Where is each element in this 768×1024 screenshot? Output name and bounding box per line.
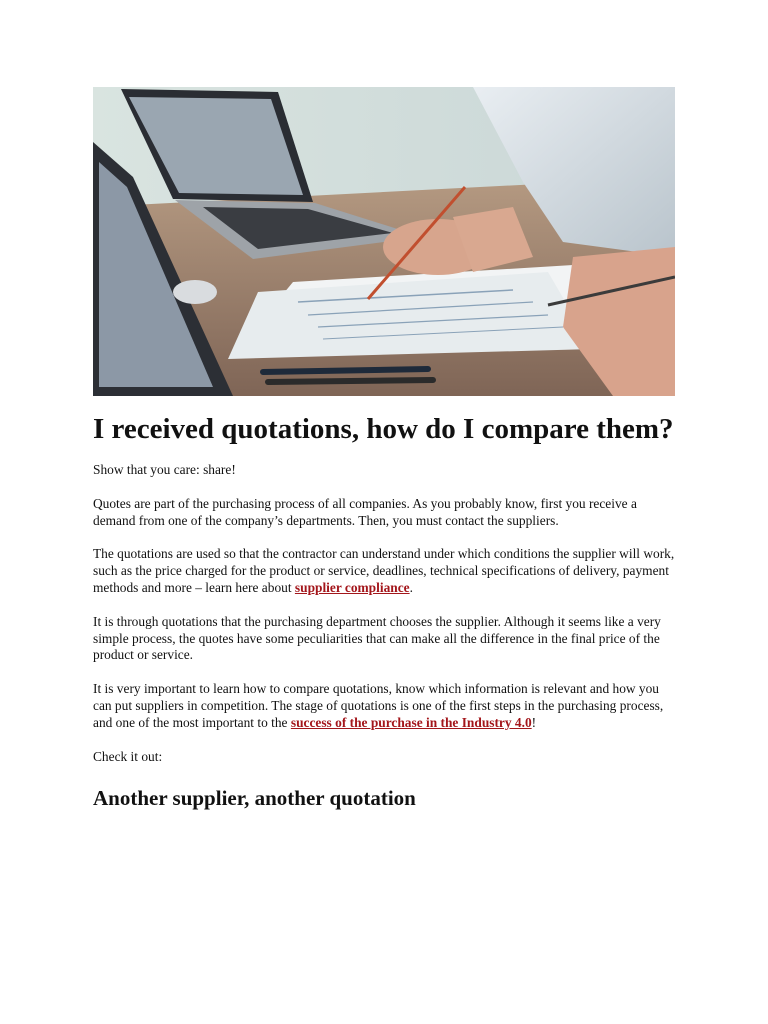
industry-4-link[interactable]: success of the purchase in the Industry 4.0 — [290, 714, 532, 730]
hero-photo — [93, 87, 675, 396]
article-title: I received quotations, how do I compare them? — [93, 413, 674, 445]
paragraph-text: It is very important to learn how to compare quotations, know which information is relevant and how you can put suppliers in competition. The stage of quotations is one of the first steps in the purchasing process, and one of the most important to the — [93, 681, 664, 730]
paragraph-quotations — [93, 546, 675, 596]
paragraph-text-end: . — [409, 579, 413, 595]
section-heading: Another supplier, another quotation — [93, 786, 416, 811]
paragraph-compare — [93, 681, 675, 731]
office-desk-illustration — [93, 87, 675, 396]
share-text: Show that you care: share! — [93, 462, 236, 477]
paragraph-intro: Quotes are part of the purchasing process of all companies. As you probably know, first you receive a demand from one of the company’s departments. Then, you must contact the suppliers. — [93, 495, 637, 528]
article-body — [93, 412, 675, 811]
paragraph-purchasing: It is through quotations that the purchasing department chooses the supplier. Although it seems like a very simple process, the quotes have some peculiarities that can make all the difference in the final price of the product or service. — [93, 613, 661, 663]
paragraph-text: The quotations are used so that the contractor can understand under which conditions the supplier will work, such as the price charged for the product or service, deadlines, technical specifications of delivery, payment methods and more – learn here about — [93, 546, 675, 595]
supplier-compliance-link[interactable]: supplier compliance — [294, 579, 410, 595]
paragraph-check-it-out: Check it out: — [93, 748, 163, 764]
paragraph-text-end: ! — [531, 714, 537, 730]
